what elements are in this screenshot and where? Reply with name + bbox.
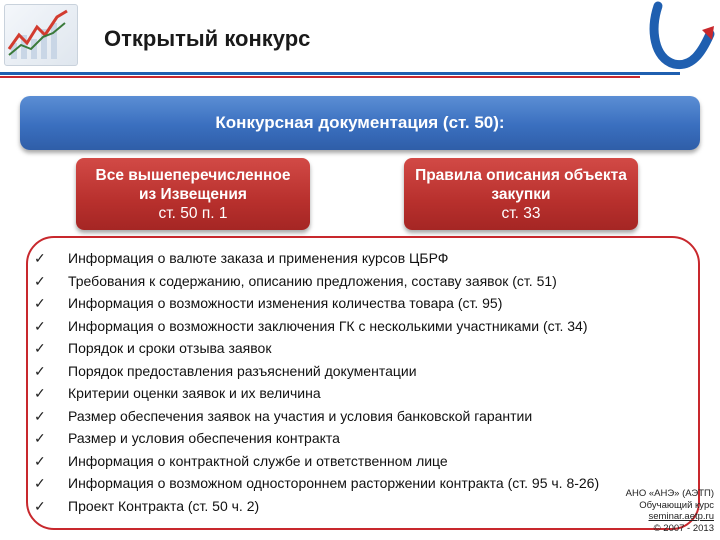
footer-copyright: © 2007 - 2013 <box>653 522 714 534</box>
box-notice-info <box>76 158 310 230</box>
box-notice-line2: из Извещения <box>139 185 247 203</box>
box-rules-line2: закупки <box>491 185 551 203</box>
logo <box>4 4 78 66</box>
footer-site-link[interactable]: seminar.aetp.ru <box>648 511 714 522</box>
checkmark-icon: ✓ <box>34 475 46 491</box>
box-rules-line1: Правила описания объекта <box>415 166 627 184</box>
checkmark-column <box>34 250 46 520</box>
list-item: Информация о контрактной службе и ответственном лице <box>68 452 448 469</box>
checkmark-icon: ✓ <box>34 430 46 446</box>
list-item: Проект Контракта (ст. 50 ч. 2) <box>68 497 260 514</box>
list-item: Информация о возможном одностороннем расторжении контракта (ст. 95 ч. 8-26) <box>68 475 600 491</box>
list-item: Информация о возможности изменения количества товара (ст. 95) <box>68 295 503 311</box>
box-rules-line3: ст. 33 <box>501 204 541 222</box>
box-notice-line1: Все вышеперечисленное <box>95 166 291 184</box>
checkmark-icon: ✓ <box>34 497 46 514</box>
checkmark-icon: ✓ <box>34 407 46 424</box>
list-item: Размер обеспечения заявок на участия и условия банковской гарантии <box>68 407 533 424</box>
checkmark-icon: ✓ <box>34 272 46 289</box>
main-banner: Конкурсная документация (ст. 50): <box>20 96 700 150</box>
footer-course: Обучающий курс <box>639 499 714 511</box>
swoosh-logo-icon <box>640 0 720 80</box>
list-item: Размер и условия обеспечения контракта <box>68 430 340 446</box>
list-item: Порядок и сроки отзыва заявок <box>68 340 272 356</box>
list-item: Критерии оценки заявок и их величина <box>68 385 321 401</box>
footer-credits <box>626 488 714 534</box>
list-item: Информация о возможности заключения ГК с несколькими участниками (ст. 34) <box>68 317 588 334</box>
checkmark-icon: ✓ <box>34 317 46 334</box>
checkmark-icon: ✓ <box>34 340 46 356</box>
header-rule-blue <box>0 72 680 75</box>
page-title: Открытый конкурс <box>104 26 311 51</box>
checkmark-icon: ✓ <box>34 452 46 469</box>
checkmark-icon: ✓ <box>34 385 46 401</box>
chart-logo-icon <box>5 5 77 65</box>
footer-org: АНО «АНЭ» (АЭТП) <box>625 488 714 499</box>
checkmark-icon: ✓ <box>34 250 46 266</box>
box-notice-line3: ст. 50 п. 1 <box>158 204 228 222</box>
list-item: Информация о валюте заказа и применения курсов ЦБРФ <box>68 250 449 266</box>
list-item: Требования к содержанию, описанию предложения, составу заявок (ст. 51) <box>68 272 557 289</box>
list-item: Порядок предоставления разъяснений документации <box>68 362 417 379</box>
header-rule-red <box>0 76 640 78</box>
checkmark-icon: ✓ <box>34 295 46 311</box>
checkmark-icon: ✓ <box>34 362 46 379</box>
requirements-list <box>68 250 688 520</box>
box-description-rules <box>404 158 638 230</box>
